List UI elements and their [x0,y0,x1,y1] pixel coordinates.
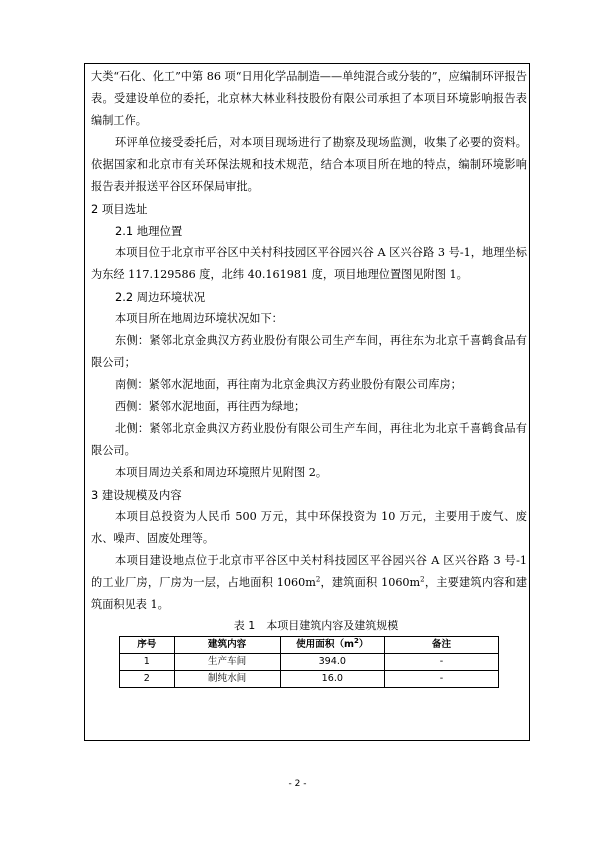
paragraph-construction-site [91,550,527,616]
heading-surroundings: 2.2 周边环境状况 [115,290,206,304]
header-area-close: ） [358,639,369,650]
document-body [91,66,527,688]
paragraph-assessment-process: 环评单位接受委托后，对本项目现场进行了勘察及现场监测，收集了必要的资料。依据国家和北京市有关环保法规和技术规范，结合本项目所在地的特点，编制环境影响报告表并报送平谷区环保局审批。 [91,136,527,193]
table-header-row [120,637,499,654]
paragraph-west: 西侧：紧邻水泥地面，再往西为绿地； [115,400,306,413]
header-content: 建筑内容 [174,637,280,654]
paragraph-location: 本项目位于北京市平谷区中关村科技园区平谷园兴谷 A 区兴谷路 3 号-1，地理坐标为东经 117.129586 度，北纬 40.161981 度，项目地理位置图见附图 1。 [91,246,527,281]
cell-area: 16.0 [280,671,384,688]
paragraph-photo-reference: 本项目周边关系和周边环境照片见附图 2。 [115,466,328,479]
heading-project-site: 2 项目选址 [91,202,148,216]
cell-note: - [384,654,498,671]
header-area-superscript: 2 [354,636,359,645]
construction-text-a: 本项目建设地点位于北京市平谷区中关村科技园区平谷园兴谷 A 区兴谷路 3 号-1 的工业厂房，厂房为一层，占地面积 1060m [91,554,527,589]
header-area [280,637,384,654]
heading-construction-scale: 3 建设规模及内容 [91,488,182,502]
construction-text-c: ，主要建筑内容和建筑面积见表 1。 [91,576,528,611]
table-title: 表 1 本项目建筑内容及建筑规模 [233,619,399,632]
cell-no: 2 [120,671,175,688]
header-area-text: 使用面积（m [296,639,355,650]
cell-area: 394.0 [280,654,384,671]
paragraph-south: 南侧：紧邻水泥地面，再往南为北京金典汉方药业股份有限公司库房； [115,378,462,391]
table-row [120,654,499,671]
header-note: 备注 [384,637,498,654]
paragraph-surroundings-intro: 本项目所在地周边环境状况如下： [115,312,283,325]
paragraph-investment: 本项目总投资为人民币 500 万元，其中环保投资为 10 万元，主要用于废气、废水、噪声、固废处理等。 [91,510,527,545]
heading-geographic-location: 2.1 地理位置 [115,224,183,238]
header-no: 序号 [120,637,175,654]
paragraph-east: 东侧：紧邻北京金典汉方药业股份有限公司生产车间，再往东为北京千喜鹤食品有限公司； [91,334,527,369]
cell-content: 生产车间 [174,654,280,671]
cell-no: 1 [120,654,175,671]
page-number: - 2 - [288,779,307,789]
superscript-2: 2 [420,575,425,584]
paragraph-north: 北侧：紧邻北京金典汉方药业股份有限公司生产车间，再往北为北京千喜鹤食品有限公司。 [91,422,527,457]
table-row [120,671,499,688]
building-content-table [119,636,499,688]
superscript-2: 2 [315,575,321,584]
paragraph-assessment-category: 大类“石化、化工”中第 86 项“日用化学品制造——单纯混合或分装的”，应编制环评报告表。受建设单位的委托，北京林大林业科技股份有限公司承担了本项目环境影响报告表编制工作。 [91,70,527,127]
cell-note: - [384,671,498,688]
construction-text-b: ，建筑面积 1060m [320,576,421,589]
cell-content: 制纯水间 [174,671,280,688]
